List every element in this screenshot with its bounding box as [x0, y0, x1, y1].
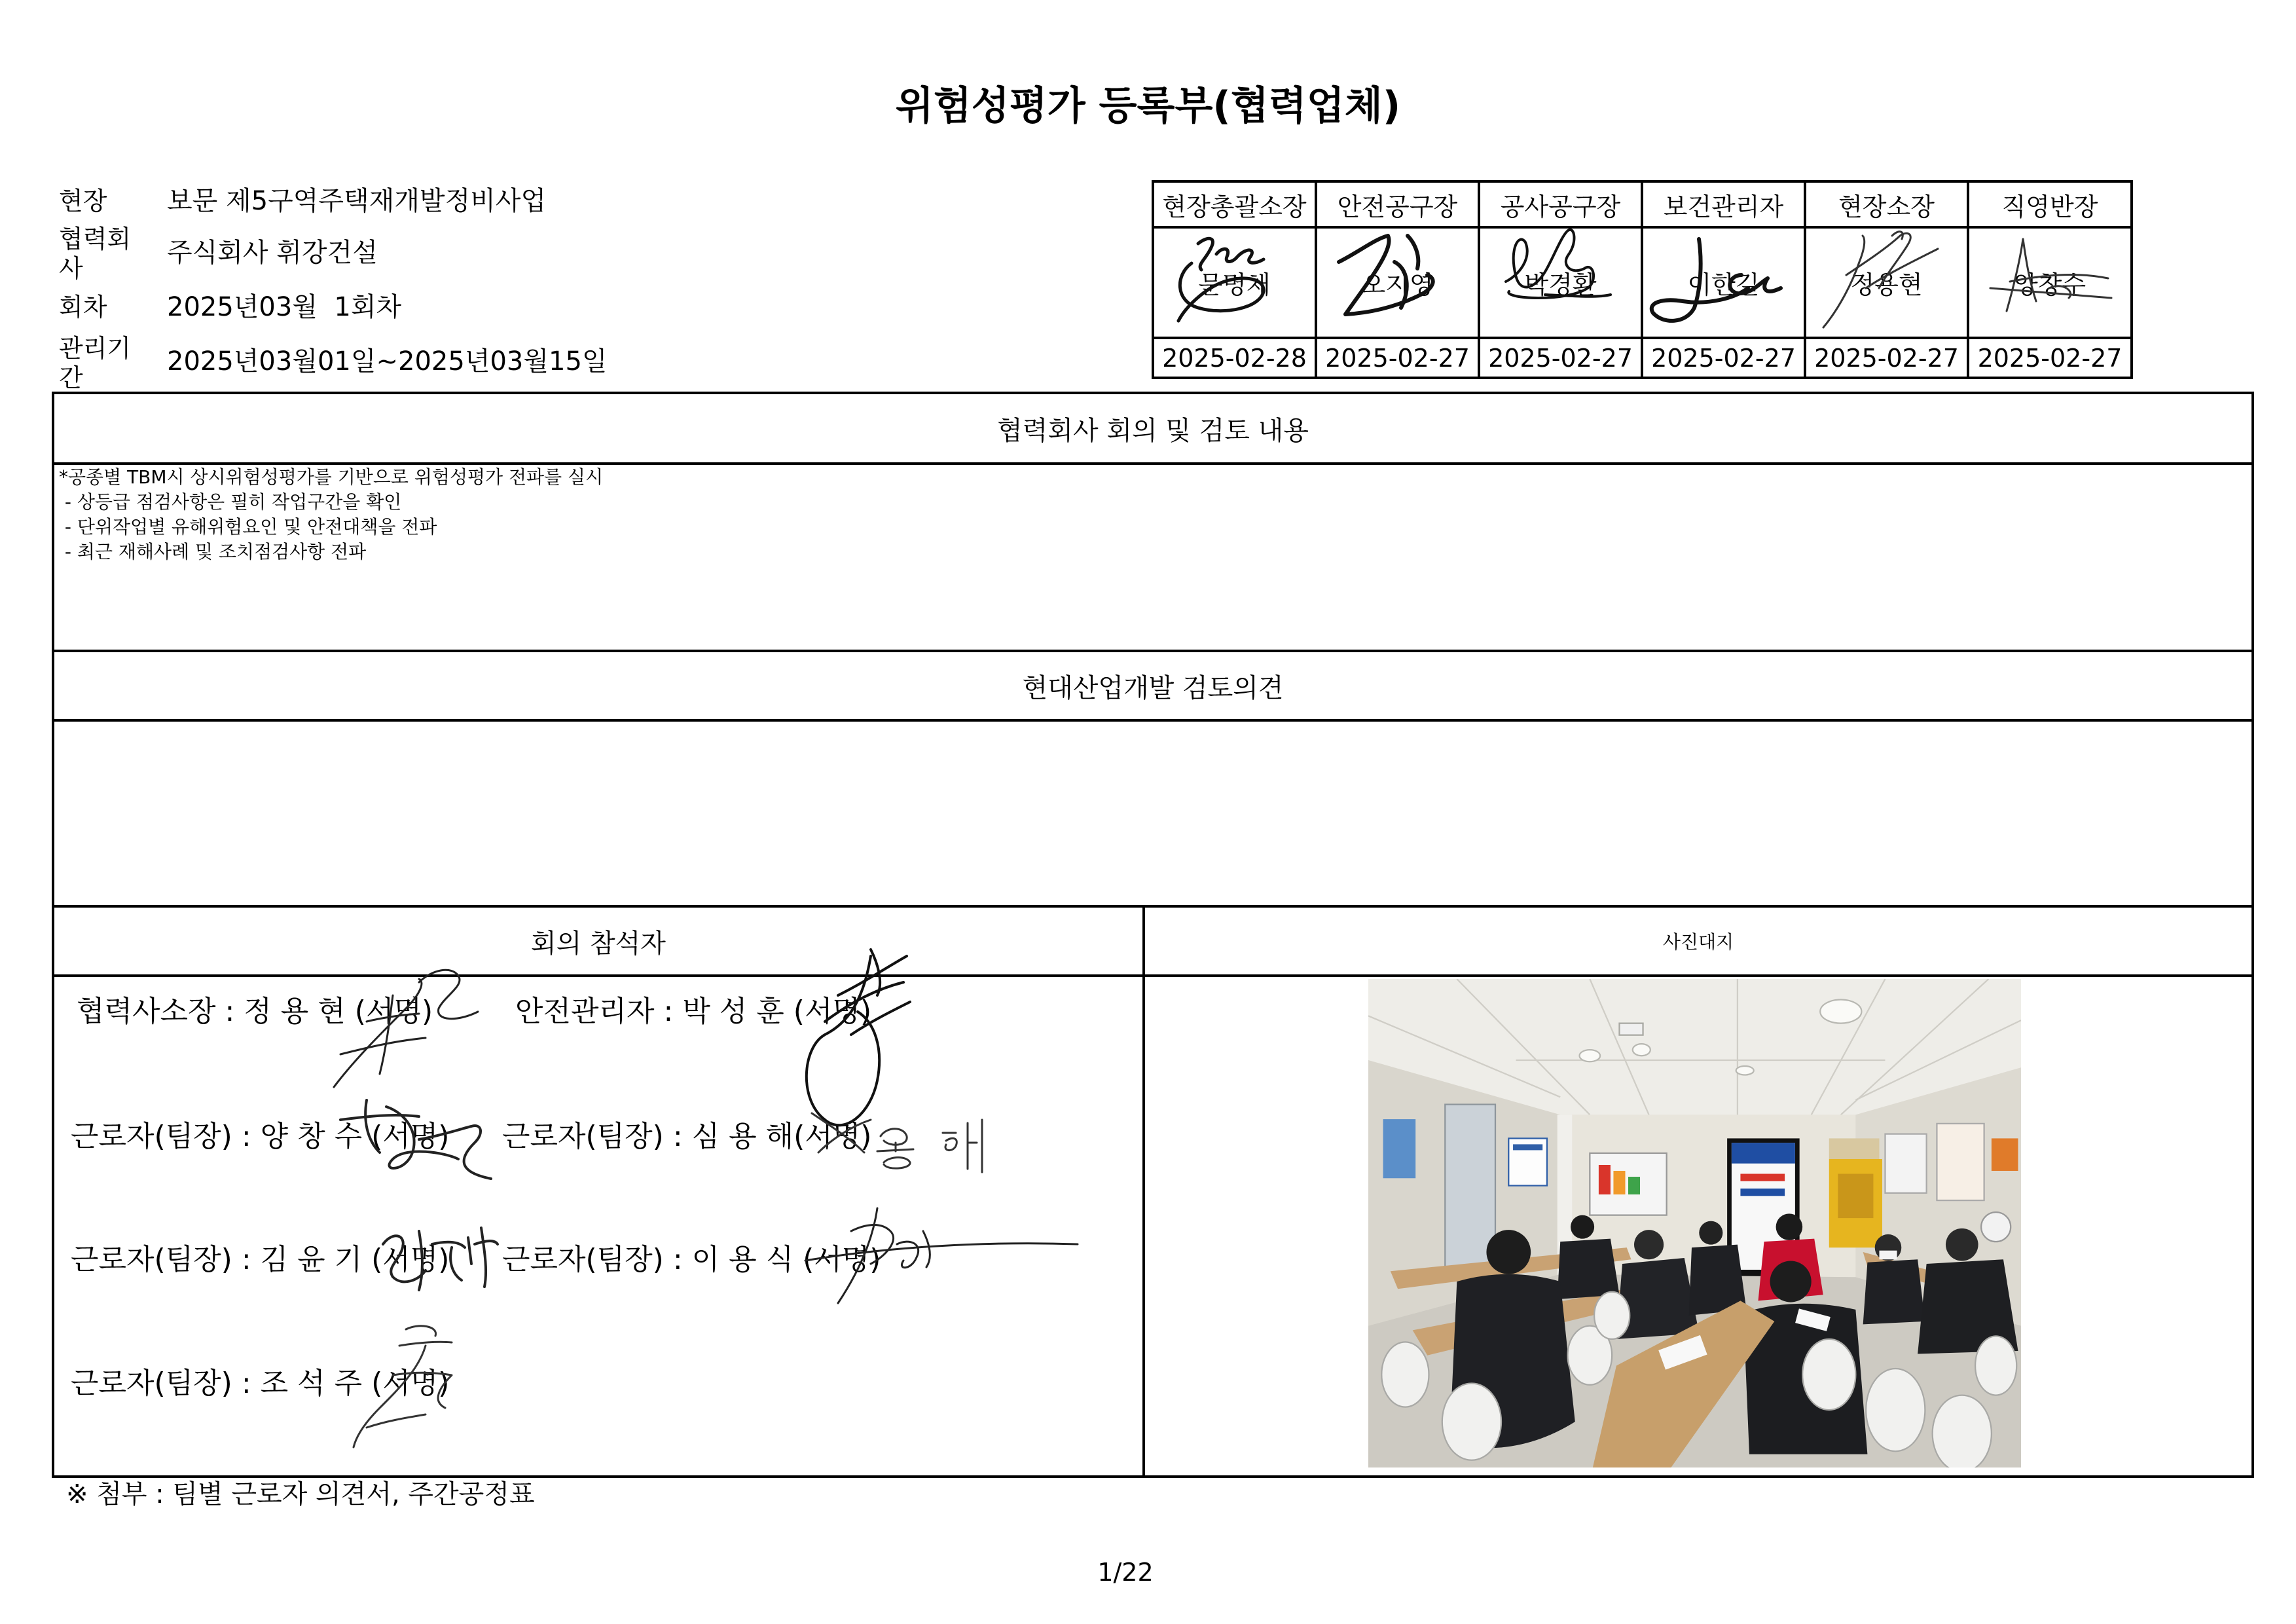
- approval-role: 직영반장: [1968, 181, 2132, 227]
- info-value-period: 2025년03월01일~2025년03월15일: [167, 346, 608, 377]
- hdc-review-header: 현대산업개발 검토의견: [54, 650, 2251, 719]
- approval-date: 2025-02-27: [1968, 338, 2132, 378]
- review-line: - 최근 재해사례 및 조치점검사항 전파: [59, 541, 367, 563]
- attendee-entry: 근로자(팀장) : 김 윤 기 (서명): [71, 1243, 450, 1276]
- info-row-period: [59, 334, 910, 393]
- attachment-note: ※ 첨부 : 팀별 근로자 의견서, 주간공정표: [66, 1479, 535, 1509]
- approval-date: 2025-02-27: [1805, 338, 1968, 378]
- approval-signature-row: [1153, 227, 2132, 338]
- approval-role-row: [1153, 181, 2132, 227]
- approval-signer-name: 문명채: [1153, 227, 1316, 338]
- info-value-site: 보문 제5구역주택재개발정비사업: [167, 186, 547, 216]
- info-row-partner: [59, 225, 910, 284]
- approval-date-row: [1153, 338, 2132, 378]
- info-label-site: 현장: [59, 187, 107, 215]
- review-lines: [59, 465, 603, 564]
- info-row-site: [59, 187, 910, 215]
- attendees-list: [54, 974, 1142, 1475]
- approval-role: 현장총괄소장: [1153, 181, 1316, 227]
- meeting-photo: [1368, 979, 2021, 1467]
- review-line: - 상등급 점검사항은 필히 작업구간을 확인: [59, 491, 402, 513]
- approval-signer-name: 오지영: [1316, 227, 1479, 338]
- info-label-period: 관리기간: [59, 334, 132, 392]
- info-label-round: 회차: [59, 293, 107, 322]
- attendee-entry: 근로자(팀장) : 조 석 주 (서명): [71, 1367, 450, 1400]
- approval-role: 안전공구장: [1316, 181, 1479, 227]
- attendee-entry: 협력사소장 : 정 용 현 (서명): [77, 995, 433, 1028]
- attendee-entry: 근로자(팀장) : 양 창 수 (서명): [71, 1120, 450, 1153]
- attendee-entry: 근로자(팀장) : 이 용 식 (서명): [502, 1243, 881, 1276]
- info-value-partner: 주식회사 휘강건설: [167, 238, 378, 268]
- hdc-review-content: [54, 719, 2251, 905]
- approval-date: 2025-02-27: [1479, 338, 1642, 378]
- info-row-round: [59, 293, 910, 322]
- approval-date: 2025-02-27: [1642, 338, 1805, 378]
- approval-table: [1152, 180, 2133, 379]
- photo-cell: [1145, 974, 2251, 1475]
- approval-date: 2025-02-28: [1153, 338, 1316, 378]
- meeting-room-image: [1368, 979, 2021, 1467]
- info-label-partner: 협력회사: [59, 225, 132, 283]
- review-line: - 단위작업별 유해위험요인 및 안전대책을 전파: [59, 516, 437, 538]
- approval-signer-name: 이한길: [1642, 227, 1805, 338]
- approval-role: 공사공구장: [1479, 181, 1642, 227]
- approval-signer-name: 박경환: [1479, 227, 1642, 338]
- info-value-round: 2025년03월 1회차: [167, 292, 402, 322]
- approval-signer-name: 양창수: [1968, 227, 2132, 338]
- document-title: 위험성평가 등록부(협력업체): [895, 83, 1401, 129]
- approval-role: 보건관리자: [1642, 181, 1805, 227]
- attendee-entry: 안전관리자 : 박 성 훈 (서명): [515, 995, 872, 1028]
- attendee-entry: 근로자(팀장) : 심 용 해(서명): [502, 1120, 872, 1153]
- approval-role: 현장소장: [1805, 181, 1968, 227]
- attendees-header: 회의 참석자: [54, 905, 1142, 974]
- photo-header: 사진대지: [1145, 905, 2251, 974]
- approval-signer-name: 정용현: [1805, 227, 1968, 338]
- page-number: 1/22: [1097, 1558, 1154, 1587]
- review-content: [54, 462, 2251, 650]
- main-table: [52, 392, 2254, 1478]
- review-line: *공종별 TBM시 상시위험성평가를 기반으로 위험성평가 전파를 실시: [59, 466, 604, 488]
- approval-date: 2025-02-27: [1316, 338, 1479, 378]
- review-header: 협력회사 회의 및 검토 내용: [997, 415, 1309, 446]
